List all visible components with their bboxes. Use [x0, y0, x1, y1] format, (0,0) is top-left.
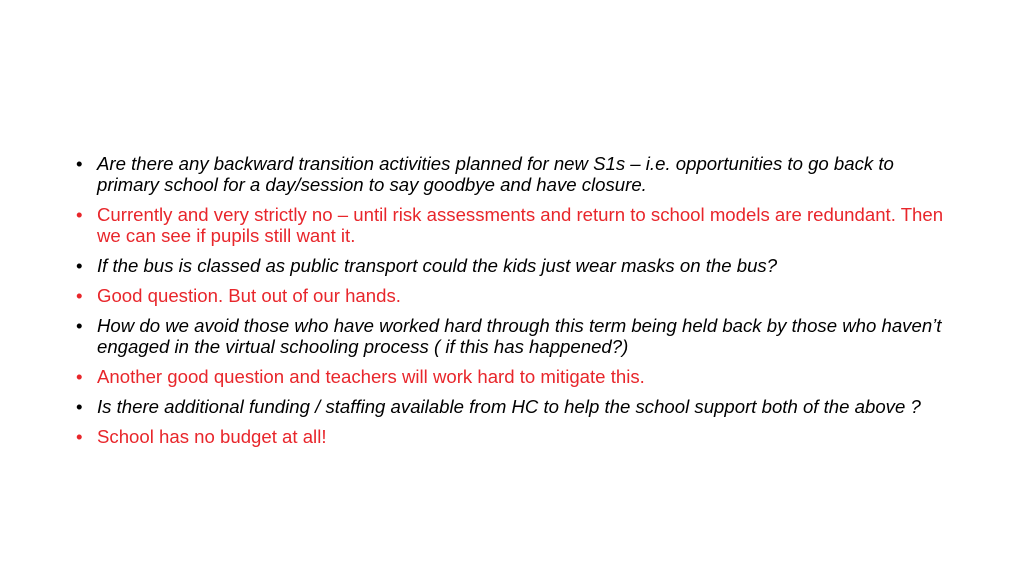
answer-item	[76, 366, 956, 387]
bullet-icon: •	[76, 315, 83, 336]
answer-text: School has no budget at all!	[97, 426, 327, 447]
bullet-icon: •	[76, 285, 83, 306]
answer-item	[76, 285, 956, 306]
question-text: Is there additional funding / staffing available from HC to help the school support both of the above ?	[97, 396, 921, 417]
answer-text: Good question. But out of our hands.	[97, 285, 401, 306]
question-item	[76, 153, 956, 195]
question-item	[76, 255, 956, 276]
answer-text: Another good question and teachers will work hard to mitigate this.	[97, 366, 645, 387]
bullet-icon: •	[76, 426, 83, 447]
bullet-icon: •	[76, 396, 83, 417]
question-item	[76, 315, 956, 357]
bullet-icon: •	[76, 153, 83, 174]
bullet-icon: •	[76, 204, 83, 225]
bullet-icon: •	[76, 366, 83, 387]
answer-text: Currently and very strictly no – until risk assessments and return to school models are redundant. Then we can see if pupils still want it.	[97, 204, 944, 246]
answer-item	[76, 204, 956, 246]
answer-item	[76, 426, 956, 447]
bullet-icon: •	[76, 255, 83, 276]
qa-bullet-list	[76, 153, 956, 456]
question-text: How do we avoid those who have worked hard through this term being held back by those who haven’t engaged in the virtual schooling process ( if this has happened?)	[97, 315, 942, 357]
question-text: Are there any backward transition activities planned for new S1s – i.e. opportunities to go back to primary school for a day/session to say goodbye and have closure.	[97, 153, 894, 195]
question-item	[76, 396, 956, 417]
question-text: If the bus is classed as public transport could the kids just wear masks on the bus?	[97, 255, 778, 276]
